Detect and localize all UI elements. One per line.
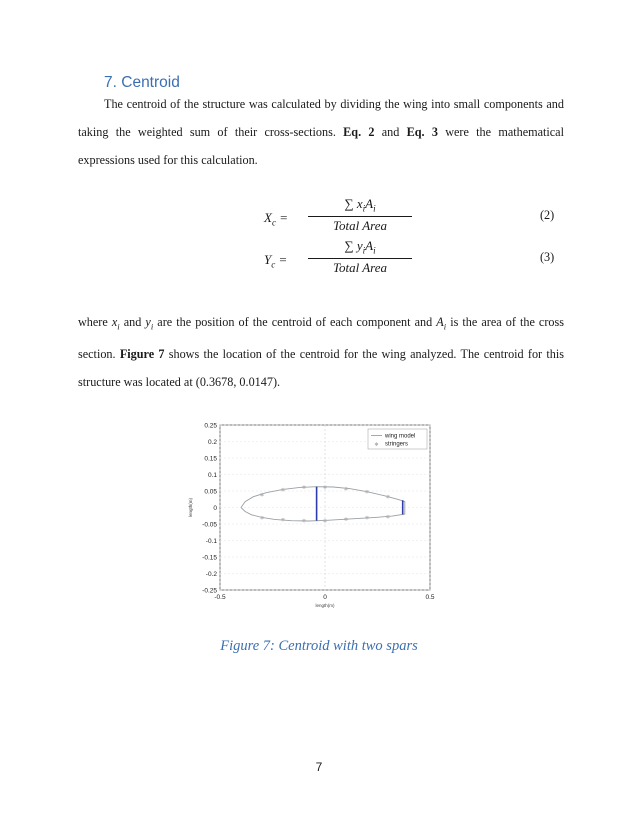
stringer-point: ✱	[301, 485, 307, 492]
stringer-point: ✱	[322, 518, 328, 525]
section-title: Centroid	[121, 74, 180, 91]
var-a: A	[436, 315, 444, 329]
y-tick-label: -0.25	[202, 587, 217, 595]
stringer-point: ✱	[280, 517, 286, 524]
eq3-lhs-sub: c	[271, 259, 276, 270]
x-tick-label: 0	[323, 594, 327, 601]
stringer-point: ✱	[385, 514, 391, 521]
intro-text-1: The centroid of the structure was calculated by dividing the wing into small components and taking the weighted sum of their cross-sections.	[78, 97, 564, 139]
eq2-denominator: Total Area	[332, 217, 388, 233]
legend-label-stringers: stringers	[385, 441, 409, 448]
y-tick-label: -0.05	[202, 521, 217, 529]
legend-marker-stringers: ✱	[374, 442, 379, 448]
y-tick-label: 0.2	[207, 439, 217, 446]
var-x: x	[111, 315, 118, 329]
stringer-point: ✱	[385, 494, 391, 501]
figure-7-reference: Figure 7	[119, 347, 165, 362]
y-tick-label: 0.25	[204, 422, 217, 430]
stringer-point: ✱	[364, 515, 370, 522]
centroid-chart	[168, 415, 468, 615]
eq2-lhs: X	[264, 210, 272, 225]
stringer-point: ✱	[301, 518, 307, 525]
x-tick-label: 0.5	[425, 594, 435, 601]
body-paragraph: where $x_i$ and $y_i$ are the position of the centroid of each component and $A_i$ is the area of the cross section. Figure 7 shows the location of the centroid for the wing analyzed. The centroid for this structure was located at (0.3678, 0.0147).	[78, 315, 564, 390]
figure-caption: Figure 7: Centroid with two spars	[220, 638, 418, 654]
y-tick-label: -0.2	[205, 571, 217, 578]
eq3-numerator: ∑ $y_iA_i$	[308, 238, 412, 259]
intro-text-2: were the mathematical expressions used for this calculation.	[78, 125, 564, 167]
y-axis-label: length(m)	[188, 497, 193, 518]
eq2-numerator: ∑ $x_iA_i$	[308, 196, 412, 217]
eq3-number: (3)	[540, 250, 555, 264]
eq2-number: (2)	[540, 208, 555, 222]
stringer-point: ✱	[343, 517, 349, 524]
stringer-point: ✱	[259, 492, 265, 499]
y-tick-label: 0.1	[207, 472, 217, 479]
y-tick-label: -0.1	[205, 538, 217, 545]
y-tick-label: 0.15	[204, 455, 217, 463]
y-tick-label: 0.05	[204, 488, 217, 496]
legend-label-wing-model: wing model	[385, 433, 416, 440]
stringer-point: ✱	[280, 487, 286, 494]
y-tick-label: -0.15	[202, 554, 217, 562]
intro-text-and: and	[374, 125, 407, 139]
var-y: y	[145, 315, 151, 329]
eq2-reference: Eq. 2	[343, 125, 375, 139]
stringer-point: ✱	[364, 489, 370, 496]
eq2-lhs-sub: c	[271, 217, 276, 228]
eq3-reference: Eq. 3	[406, 125, 438, 139]
section-number: 7.	[104, 74, 117, 91]
eq3-lhs: Y	[264, 252, 272, 267]
stringer-point: ✱	[343, 486, 349, 493]
y-tick-label: 0	[213, 505, 217, 512]
page-number: 7	[315, 760, 323, 774]
eq3-denominator: Total Area	[332, 259, 388, 275]
stringer-point: ✱	[322, 485, 328, 492]
stringer-point: ✱	[259, 515, 265, 522]
x-axis-label: length(m)	[315, 603, 335, 608]
x-tick-label: -0.5	[214, 594, 226, 601]
intro-paragraph	[78, 90, 564, 174]
